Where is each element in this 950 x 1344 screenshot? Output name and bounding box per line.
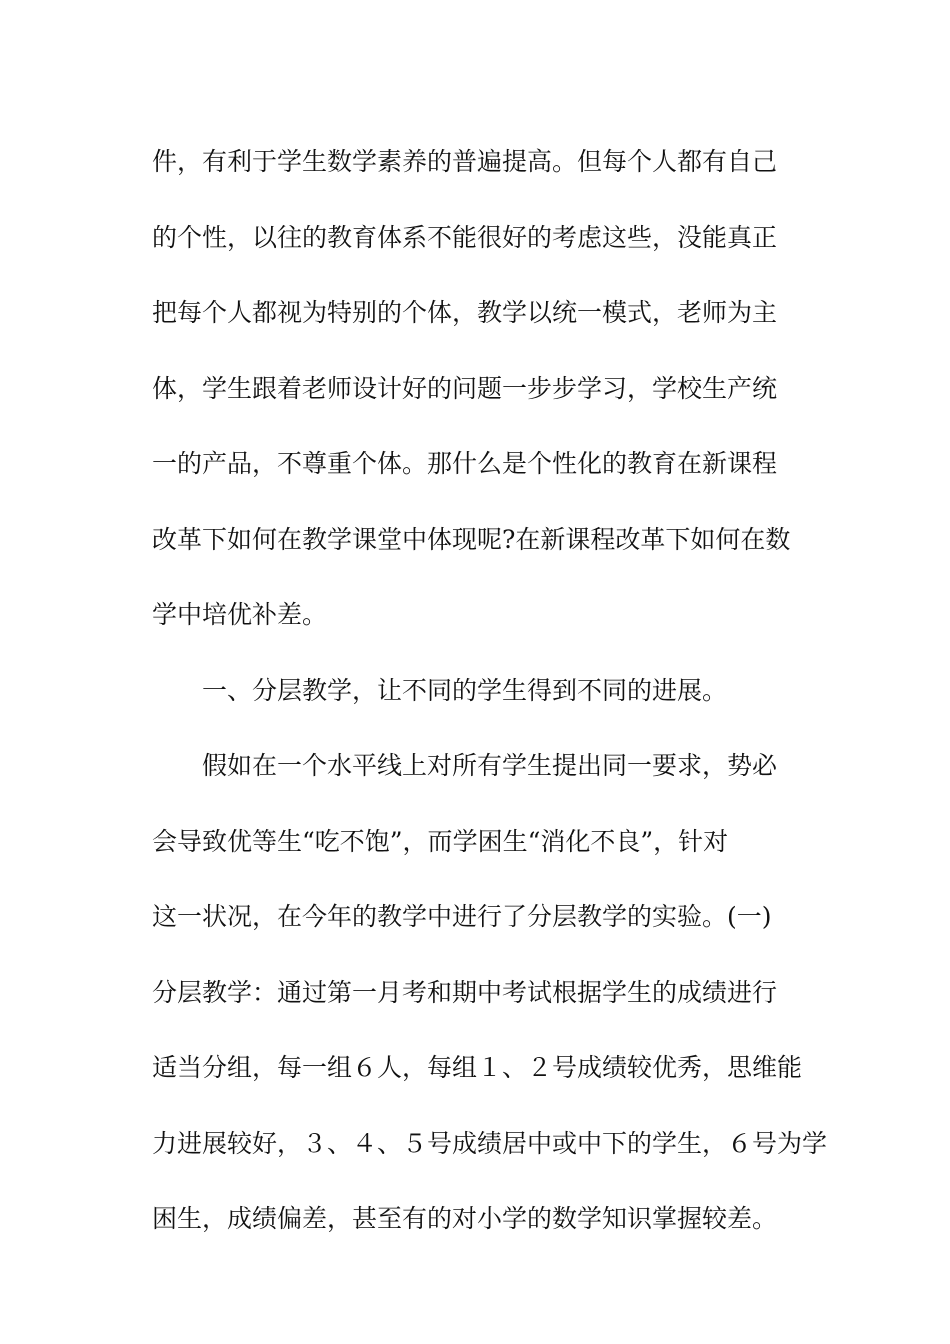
text-line: 假如在一个水平线上对所有学生提出同一要求，势必 (202, 751, 778, 780)
text-line: 力进展较好，３、４、５号成绩居中或中下的学生，６号为学 (152, 1128, 828, 1158)
text-line: 一的产品，不尊重个体。那什么是个性化的教育在新课程 (152, 449, 778, 478)
text-line: 这一状况，在今年的教学中进行了分层教学的实验。(一) (152, 902, 772, 931)
text-line: 学中培优补差。 (152, 600, 328, 629)
text-line: 困生，成绩偏差，甚至有的对小学的数学知识掌握较差。 (152, 1204, 778, 1233)
section-heading: 一、分层教学，让不同的学生得到不同的进展。 (202, 675, 728, 705)
text-line: 体，学生跟着老师设计好的问题一步步学习，学校生产统 (152, 373, 778, 403)
text-line: 件，有利于学生数学素养的普遍提高。但每个人都有自己 (152, 147, 778, 176)
text-line: 适当分组，每一组６人，每组１、２号成绩较优秀，思维能 (152, 1053, 803, 1082)
text-line: 会导致优等生“吃不饱”，而学困生“消化不良”，针对 (152, 826, 729, 856)
text-line: 的个性，以往的教育体系不能很好的考虑这些，没能真正 (152, 222, 778, 252)
text-line: 改革下如何在教学课堂中体现呢?在新课程改革下如何在数 (152, 524, 791, 554)
text-line: 分层教学：通过第一月考和期中考试根据学生的成绩进行 (152, 977, 778, 1007)
text-line: 把每个人都视为特别的个体，教学以统一模式，老师为主 (152, 298, 778, 327)
body-text (152, 124, 828, 1257)
